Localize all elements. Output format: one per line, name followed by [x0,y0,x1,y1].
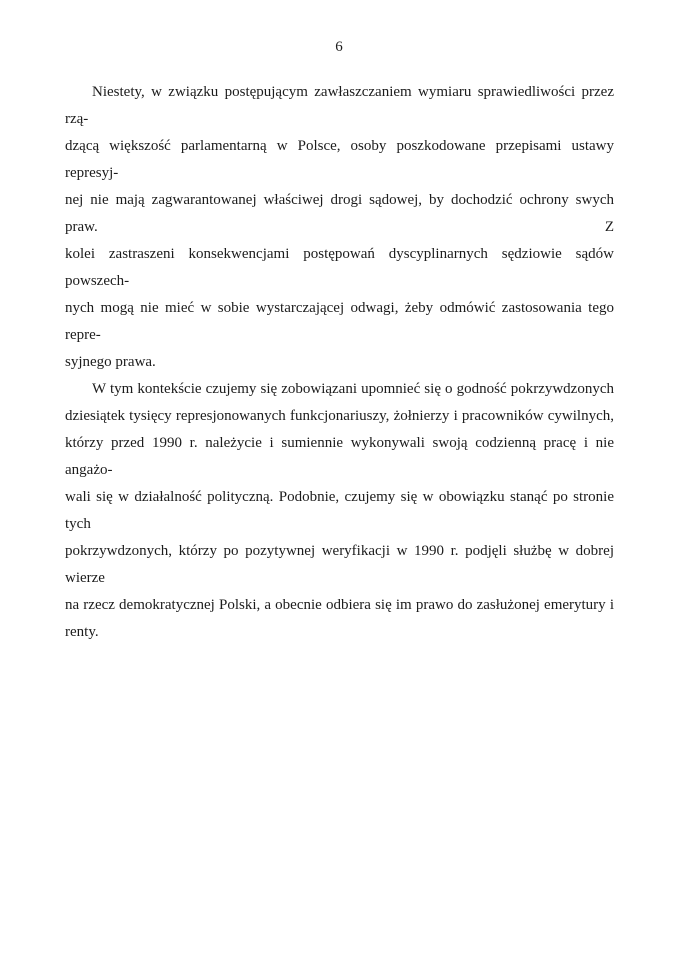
text-line: na rzecz demokratycznej Polski, a obecnie odbiera się im prawo do zasłużonej emerytury i [65,597,614,613]
paragraph-2 [65,376,614,646]
text-line: wali się w działalność polityczną. Podobnie, czujemy się w obowiązku stanąć po stronie tych [65,489,614,532]
text-line: W tym kontekście czujemy się zobowiązani upomnieć się o godność pokrzywdzonych [92,381,614,397]
text-line: renty. [65,624,99,640]
text-line: dziesiątek tysięcy represjonowanych funkcjonariuszy, żołnierzy i pracowników cywilnych, [65,408,614,424]
text-line: nej nie mają zagwarantowanej właściwej drogi sądowej, by dochodzić ochrony swych praw. Z [65,192,614,235]
body-text [65,79,614,646]
text-line: kolei zastraszeni konsekwencjami postępowań dyscyplinarnych sędziowie sądów powszech- [65,246,614,289]
text-line: syjnego prawa. [65,354,156,370]
text-line: którzy przed 1990 r. należycie i sumiennie wykonywali swoją codzienną pracę i nie angażo- [65,435,614,478]
paragraph-1 [65,79,614,376]
text-line: Niestety, w związku postępującym zawłaszczaniem wymiaru sprawiedliwości przez rzą- [65,84,614,127]
text-line: pokrzywdzonych, którzy po pozytywnej weryfikacji w 1990 r. podjęli służbę w dobrej wierze [65,543,614,586]
text-line: nych mogą nie mieć w sobie wystarczającej odwagi, żeby odmówić zastosowania tego repre- [65,300,614,343]
page-number: 6 [335,39,343,55]
text-line: dzącą większość parlamentarną w Polsce, osoby poszkodowane przepisami ustawy represyj- [65,138,614,181]
